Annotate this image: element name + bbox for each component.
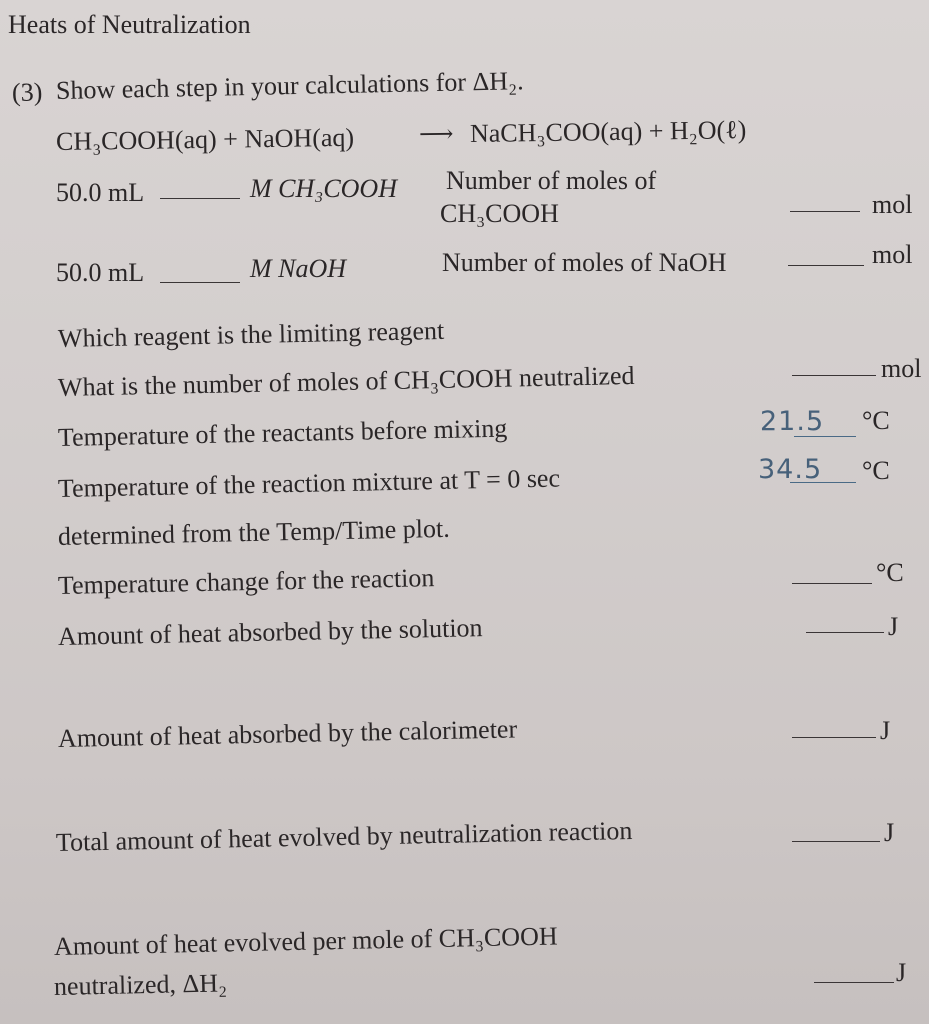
moles-neutralized-label: What is the number of moles of CH₃COOH neutralized [57,360,635,402]
temp-mix-blank[interactable] [790,482,856,483]
temp-mix-label-line1: Temperature of the reaction mixture at T = 0 sec [57,463,561,503]
heat-solution-unit: J [888,612,899,641]
heat-solution-label: Amount of heat absorbed by the solution [57,613,483,651]
acid-moles-label-line2: CH₃COOH [440,199,559,228]
section-prompt: Show each step in your calculations for ΔH₂. [55,66,524,105]
heat-total-unit: J [884,818,895,847]
heat-calorimeter-label: Amount of heat absorbed by the calorimeter [57,714,518,753]
heat-total-blank[interactable] [792,841,880,842]
heat-per-mole-label-line1: Amount of heat evolved per mole of CH₃COOH [53,921,558,961]
heat-total-label: Total amount of heat evolved by neutralization reaction [55,815,633,857]
base-volume: 50.0 mL [56,258,145,287]
heat-calorimeter-unit: J [880,716,891,745]
temp-before-blank[interactable] [794,436,856,437]
base-molarity-blank[interactable] [160,282,240,283]
temp-change-blank[interactable] [792,583,872,584]
temp-mix-handwritten-value: 34.5 [758,454,823,485]
page-title: Heats of Neutralization [8,10,251,39]
equation-products: NaCH₃COO(aq) + H₂O(ℓ) [469,115,747,148]
acid-molarity-label: M CH₃COOH [250,174,397,203]
temp-mix-label-line2: determined from the Temp/Time plot. [57,513,450,551]
base-molarity-label: M NaOH [250,254,347,283]
temp-change-label: Temperature change for the reaction [57,563,435,600]
acid-moles-blank[interactable] [790,211,860,212]
temp-before-unit: °C [862,406,890,435]
acid-volume: 50.0 mL [56,178,145,207]
acid-molarity-blank[interactable] [160,198,240,199]
moles-neutralized-unit: mol [881,354,922,383]
temp-mix-unit: °C [862,456,890,485]
heat-per-mole-label-line2: neutralized, ΔH₂ [53,968,228,1001]
acid-moles-label-line1: Number of moles of [446,166,657,195]
base-moles-blank[interactable] [788,265,864,266]
heat-calorimeter-blank[interactable] [792,737,876,738]
temp-before-label: Temperature of the reactants before mixing [57,413,508,452]
temp-change-unit: °C [876,558,904,587]
base-moles-label: Number of moles of NaOH [442,248,727,277]
heat-solution-blank[interactable] [806,632,884,633]
equation-reactants: CH₃COOH(aq) + NaOH(aq) [55,122,355,156]
limiting-reagent-label: Which reagent is the limiting reagent [57,315,445,353]
heat-per-mole-blank[interactable] [814,982,894,983]
temp-before-handwritten-value: 21.5 [760,406,825,437]
heat-per-mole-unit: J [896,958,907,987]
moles-neutralized-blank[interactable] [792,375,876,376]
reaction-arrow: ⟶ [418,121,454,148]
base-moles-unit: mol [872,240,913,269]
acid-moles-unit: mol [872,190,913,219]
section-number: (3) [11,77,43,107]
